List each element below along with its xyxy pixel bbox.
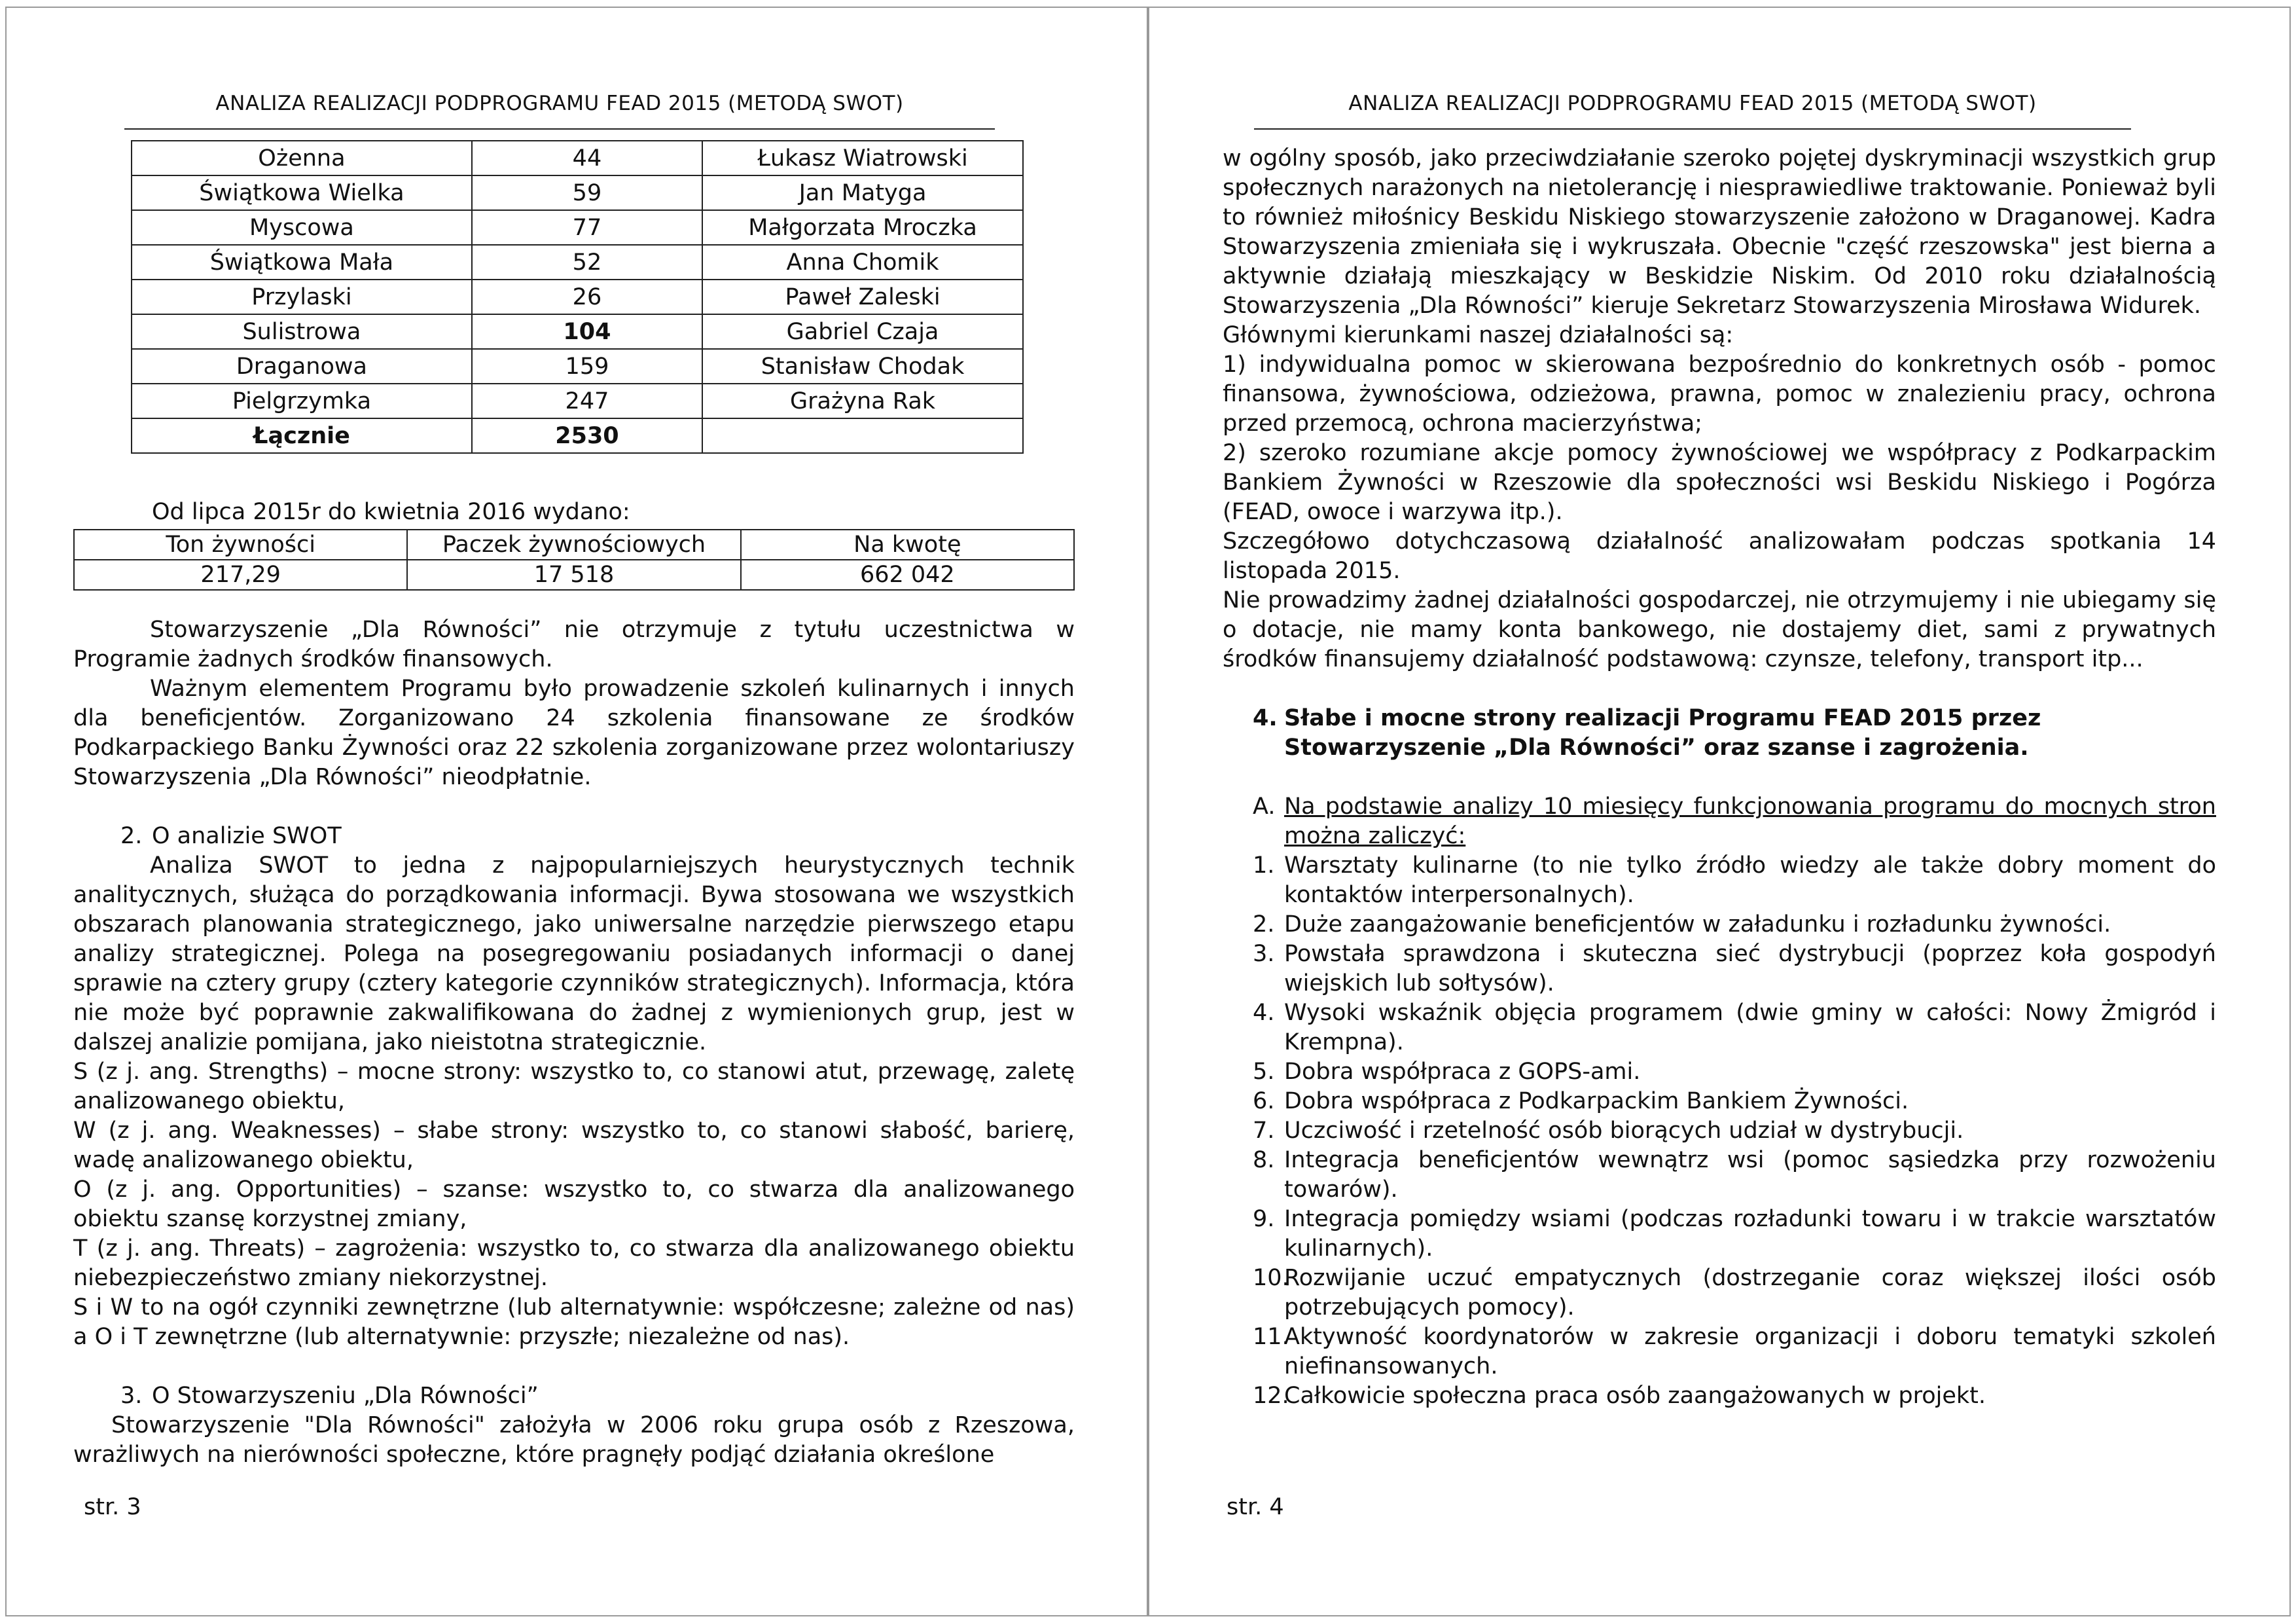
village-name: Świątkowa Wielka bbox=[132, 175, 472, 210]
list-item bbox=[1253, 1264, 2216, 1322]
village-coordinator: Gabriel Czaja bbox=[702, 314, 1023, 349]
swot-weaknesses: W (z j. ang. Weaknesses) – słabe strony: wszystko to, co stanowi słabość, barierę, wadę analizowanego obiektu, bbox=[73, 1118, 1075, 1173]
list-item bbox=[1253, 910, 2216, 939]
list-item-text: Uczciwość i rzetelność osób biorących udział w dystrybucji. bbox=[1284, 1118, 1964, 1144]
village-row bbox=[132, 210, 1023, 245]
section-4-number: 4. bbox=[1253, 705, 1278, 731]
list-item-text: Wysoki wskaźnik objęcia programem (dwie gminy w całości: Nowy Żmigród i Krempna). bbox=[1284, 1000, 2216, 1055]
list-item-number: 11. bbox=[1253, 1324, 1289, 1350]
list-item-text: Integracja pomiędzy wsiami (podczas rozładunki towaru i w trakcie warsztatów kulinarnych). bbox=[1284, 1206, 2216, 1262]
summary-header-amount: Na kwotę bbox=[741, 530, 1074, 560]
village-coordinator: Małgorzata Mroczka bbox=[702, 210, 1023, 245]
list-item bbox=[1253, 1381, 2216, 1411]
list-item-number: 7. bbox=[1253, 1118, 1275, 1144]
list-item-text: Duże zaangażowanie beneficjentów w załadunku i rozładunku żywności. bbox=[1284, 911, 2111, 938]
village-coordinator: Łukasz Wiatrowski bbox=[702, 141, 1023, 175]
summary-value-row bbox=[74, 560, 1074, 590]
village-count: 77 bbox=[472, 210, 702, 245]
village-count: 104 bbox=[472, 314, 702, 349]
paragraph-association-cont: w ogólny sposób, jako przeciwdziałanie szeroko pojętej dyskryminacji wszystkich grup społecznych narażonych na nietolerancję i niesprawiedliwe traktowanie. Ponieważ byli to również miłośnicy Beskidu Niskiego stowarzyszenie założono w Draganowej. Kadra Stowarzyszenia zmieniała się i wykruszała. Obecnie "część rzeszowska" jest bierna a aktywnie działają mieszkający w Beskidzie Niskim. Od 2010 roku działalnością Stowarzyszenia „Dla Równości” kieruje Sekretarz Stowarzyszenia Mirosława Widurek. bbox=[1223, 145, 2216, 319]
summary-intro: Od lipca 2015r do kwietnia 2016 wydano: bbox=[152, 499, 630, 525]
list-item-text: Powstała sprawdzona i skuteczna sieć dystrybucji (poprzez koła gospodyń wiejskich lub sołtysów). bbox=[1284, 941, 2216, 996]
right-body bbox=[1223, 144, 2216, 1411]
strengths-list bbox=[1223, 851, 2216, 1411]
list-item bbox=[1253, 1057, 2216, 1087]
page-right bbox=[1148, 7, 2291, 1616]
list-item-text: Dobra współpraca z GOPS-ami. bbox=[1284, 1059, 1641, 1085]
village-coordinator: Paweł Zaleski bbox=[702, 280, 1023, 314]
section-2-heading bbox=[73, 822, 1075, 851]
list-item bbox=[1253, 1205, 2216, 1264]
list-item-number: 3. bbox=[1253, 941, 1275, 967]
list-item-number: 5. bbox=[1253, 1059, 1275, 1085]
paragraph-trainings: Ważnym elementem Programu było prowadzenie szkoleń kulinarnych i innych dla beneficjentów. Zorganizowano 24 szkolenia finansowane ze środków Podkarpackiego Banku Żywności oraz 22 szkolenia zorganizowane przez wolontariuszy Stowarzyszenia „Dla Równości” nieodpłatnie. bbox=[73, 676, 1075, 790]
list-item bbox=[1253, 1322, 2216, 1381]
summary-header-packages: Paczek żywnościowych bbox=[407, 530, 740, 560]
paragraph-direction-2: 2) szeroko rozumiane akcje pomocy żywnościowej we współpracy z Podkarpackim Bankiem Żywności w Rzeszowie dla społeczności wsi Beskidu Niskiego i Pogórza (FEAD, owoce i warzywa itp.). bbox=[1223, 440, 2216, 525]
village-count: 159 bbox=[472, 349, 702, 384]
village-coordinator: Jan Matyga bbox=[702, 175, 1023, 210]
swot-threats: T (z j. ang. Threats) – zagrożenia: wszystko to, co stwarza dla analizowanego obiektu niebezpieczeństwo zmiany niekorzystnej. bbox=[73, 1235, 1075, 1291]
paragraph-association: Stowarzyszenie "Dla Równości" założyła w 2006 roku grupa osób z Rzeszowa, wrażliwych na nierówności społeczne, które pragnęły podjąć działania określone bbox=[73, 1412, 1075, 1468]
swot-opportunities: O (z j. ang. Opportunities) – szanse: wszystko to, co stwarza dla analizowanego obiektu szansę korzystnej zmiany, bbox=[73, 1176, 1075, 1232]
village-row bbox=[132, 175, 1023, 210]
section-3-heading bbox=[73, 1381, 1075, 1411]
list-item-number: 2. bbox=[1253, 911, 1275, 938]
paragraph-funding: Stowarzyszenie „Dla Równości” nie otrzymuje z tytułu uczestnictwa w Programie żadnych środków finansowych. bbox=[73, 617, 1075, 672]
list-item bbox=[1253, 1146, 2216, 1205]
village-name: Sulistrowa bbox=[132, 314, 472, 349]
list-item bbox=[1253, 1087, 2216, 1116]
village-name: Pielgrzymka bbox=[132, 384, 472, 418]
list-item-number: 8. bbox=[1253, 1147, 1275, 1173]
village-name: Draganowa bbox=[132, 349, 472, 384]
village-row bbox=[132, 418, 1023, 453]
list-item bbox=[1253, 1116, 2216, 1146]
list-item-number: 6. bbox=[1253, 1088, 1275, 1114]
village-coordinator: Grażyna Rak bbox=[702, 384, 1023, 418]
subsection-a-label: A. bbox=[1253, 793, 1276, 820]
list-item-number: 4. bbox=[1253, 1000, 1275, 1026]
village-name: Myscowa bbox=[132, 210, 472, 245]
village-count: 247 bbox=[472, 384, 702, 418]
list-item-number: 12. bbox=[1253, 1383, 1289, 1409]
paragraph-direction-1: 1) indywidualna pomoc w skierowana bezpośrednio do konkretnych osób - pomoc finansowa, żywnościowa, odzieżowa, prawna, pomoc w znalezieniu pracy, ochrona przed przemocą, ochrona macierzyństwa; bbox=[1223, 352, 2216, 437]
summary-value-amount: 662 042 bbox=[741, 560, 1074, 590]
summary-header-tons: Ton żywności bbox=[74, 530, 407, 560]
village-row bbox=[132, 349, 1023, 384]
village-coordinator: Stanisław Chodak bbox=[702, 349, 1023, 384]
list-item-number: 10. bbox=[1253, 1265, 1289, 1291]
list-item-text: Dobra współpraca z Podkarpackim Bankiem Żywności. bbox=[1284, 1088, 1909, 1114]
list-item-text: Całkowicie społeczna praca osób zaangażowanych w projekt. bbox=[1284, 1383, 1986, 1409]
section-3-number: 3. bbox=[120, 1383, 143, 1409]
village-row bbox=[132, 141, 1023, 175]
summary-header-row bbox=[74, 530, 1074, 560]
village-row bbox=[132, 280, 1023, 314]
summary-value-tons: 217,29 bbox=[74, 560, 407, 590]
page-number: str. 4 bbox=[1227, 1494, 1284, 1520]
section-3-title: O Stowarzyszeniu „Dla Równości” bbox=[152, 1383, 539, 1409]
village-coordinator: Anna Chomik bbox=[702, 245, 1023, 280]
page-header: ANALIZA REALIZACJI PODPROGRAMU FEAD 2015 (METODĄ SWOT) bbox=[124, 92, 995, 130]
list-item-number: 9. bbox=[1253, 1206, 1275, 1232]
subsection-a bbox=[1223, 792, 2216, 851]
section-2-title: O analizie SWOT bbox=[152, 823, 342, 849]
village-name: Łącznie bbox=[132, 418, 472, 453]
village-count: 44 bbox=[472, 141, 702, 175]
village-row bbox=[132, 314, 1023, 349]
village-count: 52 bbox=[472, 245, 702, 280]
list-item-text: Integracja beneficjentów wewnątrz wsi (pomoc sąsiedzka przy rozwożeniu towarów). bbox=[1284, 1147, 2216, 1203]
village-row bbox=[132, 384, 1023, 418]
village-coordinator bbox=[702, 418, 1023, 453]
page-header: ANALIZA REALIZACJI PODPROGRAMU FEAD 2015 (METODĄ SWOT) bbox=[1254, 92, 2131, 130]
subsection-a-text: Na podstawie analizy 10 miesięcy funkcjonowania programu do mocnych stron można zaliczyć: bbox=[1284, 793, 2216, 849]
page-left bbox=[5, 7, 1148, 1616]
list-item-text: Warsztaty kulinarne (to nie tylko źródło wiedzy ale także dobry moment do kontaktów interpersonalnych). bbox=[1284, 852, 2216, 908]
village-count: 59 bbox=[472, 175, 702, 210]
village-name: Świątkowa Mała bbox=[132, 245, 472, 280]
section-4-heading bbox=[1223, 704, 2216, 763]
list-item bbox=[1253, 939, 2216, 998]
section-4-title: Słabe i mocne strony realizacji Programu FEAD 2015 przez Stowarzyszenie „Dla Równości” oraz szanse i zagrożenia. bbox=[1284, 705, 2041, 761]
village-count: 26 bbox=[472, 280, 702, 314]
village-name: Przylaski bbox=[132, 280, 472, 314]
paragraph-no-business: Nie prowadzimy żadnej działalności gospodarczej, nie otrzymujemy i nie ubiegamy się o dotacje, nie mamy konta bankowego, nie dostajemy diet, sami z prywatnych środków finansujemy działalność podstawową: czynsze, telefony, transport itp... bbox=[1223, 587, 2216, 672]
paragraph-analysis: Szczegółowo dotychczasową działalność analizowałam podczas spotkania 14 listopada 2015. bbox=[1223, 528, 2216, 584]
villages-table bbox=[131, 140, 1024, 454]
list-item-number: 1. bbox=[1253, 852, 1275, 879]
summary-table bbox=[73, 529, 1075, 591]
swot-strengths: S (z j. ang. Strengths) – mocne strony: wszystko to, co stanowi atut, przewagę, zaletę analizowanego obiektu, bbox=[73, 1059, 1075, 1114]
paragraph-directions-intro: Głównymi kierunkami naszej działalności są: bbox=[1223, 322, 1734, 348]
left-body bbox=[73, 615, 1075, 1470]
list-item-text: Rozwijanie uczuć empatycznych (dostrzeganie coraz większej ilości osób potrzebujących pomocy). bbox=[1284, 1265, 2216, 1321]
list-item bbox=[1253, 851, 2216, 910]
paragraph-swot: Analiza SWOT to jedna z najpopularniejszych heurystycznych technik analitycznych, służąca do porządkowania informacji. Bywa stosowana we wszystkich obszarach planowania strategicznego, jako uniwersalne narzędzie pierwszego etapu analizy strategicznej. Polega na posegregowaniu posiadanych informacji o danej sprawie na cztery grupy (cztery kategorie czynników strategicznych). Informacja, która nie może być poprawnie zakwalifikowana do żadnej z wymienionych grup, jest w dalszej analizie pomijana, jako nieistotna strategicznie. bbox=[73, 852, 1075, 1055]
list-item bbox=[1253, 998, 2216, 1057]
village-name: Ożenna bbox=[132, 141, 472, 175]
section-2-number: 2. bbox=[120, 823, 143, 849]
swot-summary: S i W to na ogół czynniki zewnętrzne (lub alternatywnie: współczesne; zależne od nas) a O i T zewnętrzne (lub alternatywnie: przyszłe; niezależne od nas). bbox=[73, 1294, 1075, 1350]
summary-value-packages: 17 518 bbox=[407, 560, 740, 590]
list-item-text: Aktywność koordynatorów w zakresie organizacji i doboru tematyki szkoleń niefinansowanych. bbox=[1284, 1324, 2216, 1379]
village-row bbox=[132, 245, 1023, 280]
village-count: 2530 bbox=[472, 418, 702, 453]
page-number: str. 3 bbox=[84, 1494, 141, 1520]
